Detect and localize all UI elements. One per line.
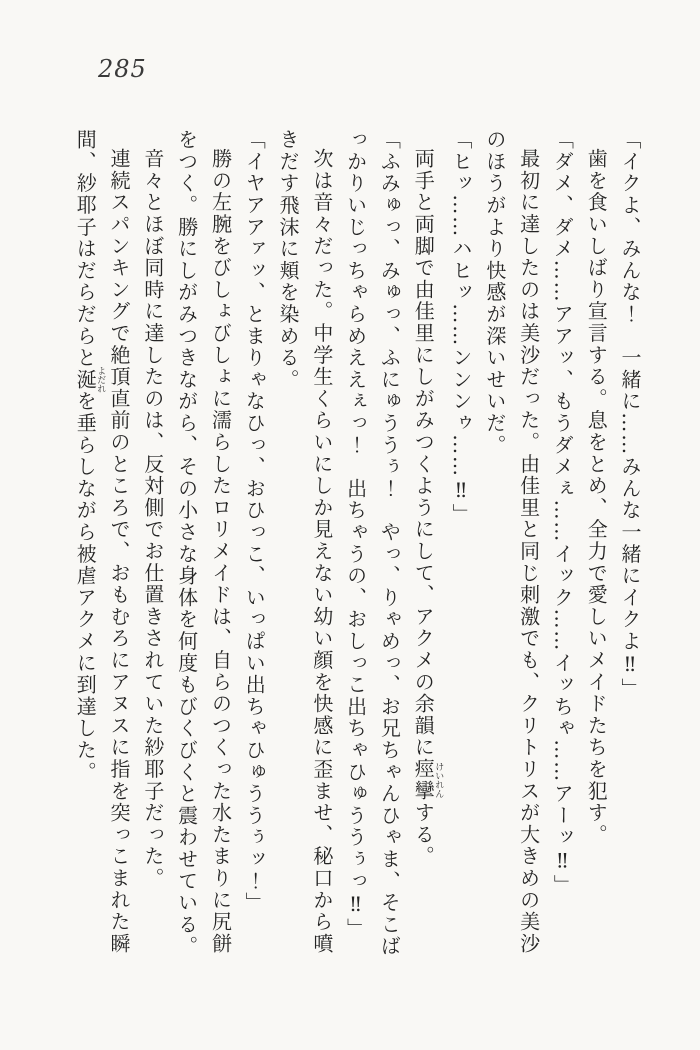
text-block [68,129,646,965]
page-number: 285 [98,55,147,83]
furigana: よだれ [95,366,106,394]
dialogue-paragraph: 「ダメ、ダメ……アアッ、もうダメぇ……イック……イッちゃ……アーッ‼」 [550,129,575,896]
narration-paragraph: 次は音々だった。中学生くらいにしか見えない幼い顔を快感に歪ませ、秘口から噴きだす飛沫に頬を染める。 [276,129,334,955]
narration-paragraph: 連続スパンキングで絶頂直前のところで、おもむろにアヌスに指を突っこまれた瞬間、紗耶子はだらだらと涎よだれを垂らしながら被虐アクメに到達した。 [73,129,132,955]
furigana: けいれん [433,758,444,802]
dialogue-paragraph: 「ふみゅっ、みゅっ、ふにゅううぅ！ やっ、りゃめっ、お兄ちゃんひゃま、そこばっかりいじっちゃらめええぇっ！ 出ちゃうの、おしっこ出ちゃひゅううぅっ‼」 [343,129,402,958]
ruby-annotated-word: 涎よだれ [73,366,106,394]
narration-paragraph: 勝の左腕をびしょびしょに濡らしたロリメイドは、自らのつくった水たまりに尻餅をつく。勝にしがみつきながら、その小さな身体を何度もびくびくと震わせている。 [174,129,233,958]
ruby-annotated-word: 痙攣けいれん [411,758,444,803]
narration-paragraph: 音々とほぼ同時に達したのは、反対側でお仕置きされていた紗耶子だった。 [140,148,165,890]
dialogue-paragraph: 「イクよ、みんな！ 一緒に……みんな一緒にイクよ‼」 [618,129,642,700]
narration-paragraph: 歯を食いしばり宣言する。息をとめ、全力で愛しいメイドたちを犯す。 [584,148,609,846]
narration-paragraph: 両手と両脚で由佳里にしがみつくようにして、アクメの余韻に痙攣けいれんする。 [411,148,444,868]
dialogue-paragraph: 「ヒッ……ハヒッ……ンンンゥ……‼」 [449,129,474,526]
dialogue-paragraph: 「イヤアアァッ、とまりゃなひっ、おひっこ、いっぱい出ちゃひゅううぅッ！」 [242,129,267,914]
narration-paragraph: 最初に達したのは美沙だった。由佳里と同じ刺激でも、クリトリスが大きめの美沙のほうがより快感が深いせいだ。 [482,129,541,955]
